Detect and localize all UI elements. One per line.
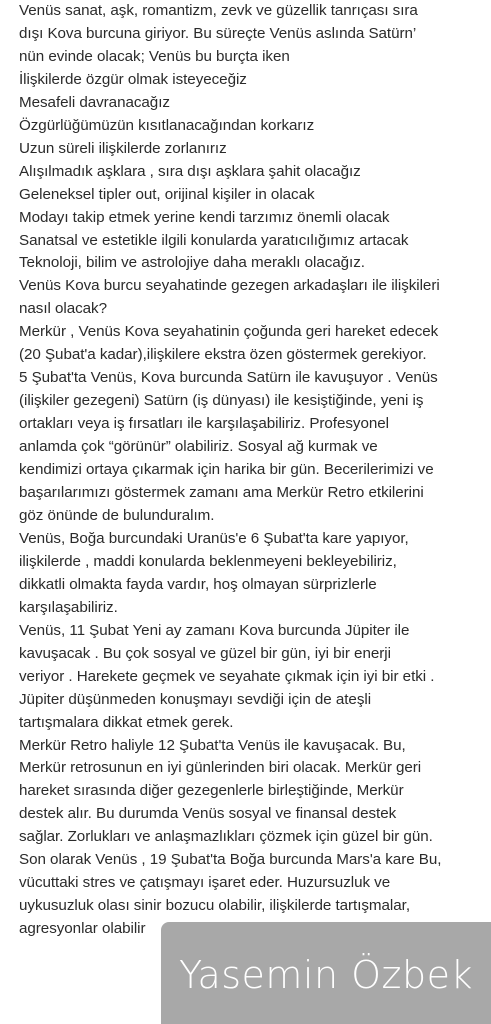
text-line: karşılaşabiliriz. bbox=[19, 598, 118, 616]
text-line: sağlar. Zorlukları ve anlaşmazlıkları çözmek için güzel bir gün. bbox=[19, 828, 433, 846]
text-line: ilişkilerde , maddi konularda beklenmeyeni bekleyebiliriz, bbox=[19, 552, 397, 570]
text-line: göz önünde de bulunduralım. bbox=[19, 506, 215, 524]
text-line: veriyor . Harekete geçmek ve seyahate çıkmak için iyi bir etki . bbox=[19, 667, 435, 685]
text-line: Uzun süreli ilişkilerde zorlanırız bbox=[19, 139, 227, 157]
text-line: Teknoloji, bilim ve astrolojiye daha meraklı olacağız. bbox=[19, 254, 365, 272]
text-line: Modayı takip etmek yerine kendi tarzımız önemli olacak bbox=[19, 208, 390, 226]
text-line: Venüs Kova burcu seyahatinde gezegen arkadaşları ile ilişkileri bbox=[19, 277, 440, 295]
text-line: Son olarak Venüs , 19 Şubat'ta Boğa burcunda Mars'a kare Bu, bbox=[19, 851, 442, 869]
text-line: 5 Şubat'ta Venüs, Kova burcunda Satürn ile kavuşuyor . Venüs bbox=[19, 369, 438, 387]
text-line: Merkür retrosunun en iyi günlerinden biri olacak. Merkür geri bbox=[19, 759, 422, 777]
text-line: uykusuzluk olası sinir bozucu olabilir, ilişkilerde tartışmalar, bbox=[19, 897, 410, 915]
text-line: Geleneksel tipler out, orijinal kişiler in olacak bbox=[19, 185, 315, 203]
text-line: tartışmalara dikkat etmek gerek. bbox=[19, 713, 234, 731]
text-line: anlamda çok “görünür” olabiliriz. Sosyal ağ kurmak ve bbox=[19, 438, 378, 456]
text-line: dikkatli olmakta fayda vardır, hoş olmayan sürprizlerle bbox=[19, 575, 377, 593]
text-line: başarılarımızı göstermek zamanı ama Merkür Retro etkilerini bbox=[19, 484, 424, 502]
text-line: Venüs, Boğa burcundaki Uranüs'e 6 Şubat'ta kare yapıyor, bbox=[19, 529, 409, 547]
text-line: Alışılmadık aşklara , sıra dışı aşklara şahit olacağız bbox=[19, 162, 361, 180]
text-line: hareket sırasında diğer gezegenlerle birleştiğinde, Merkür bbox=[19, 782, 404, 800]
text-line: destek alır. Bu durumda Venüs sosyal ve finansal destek bbox=[19, 805, 397, 823]
text-line: İlişkilerde özgür olmak isteyeceğiz bbox=[19, 70, 247, 88]
text-line: Mesafeli davranacağız bbox=[19, 93, 170, 111]
text-line: kavuşacak . Bu çok sosyal ve güzel bir gün, iyi bir enerji bbox=[19, 644, 391, 662]
text-line: (ilişkiler gezegeni) Satürn (iş dünyası) ile kesiştiğinde, yeni iş bbox=[19, 392, 424, 410]
text-line: ortakları veya iş fırsatları ile karşılaşabiliriz. Profesyonel bbox=[19, 415, 389, 433]
text-line: (20 Şubat'a kadar),ilişkilere ekstra özen göstermek gerekiyor. bbox=[19, 346, 427, 364]
text-line: Jüpiter düşünmeden konuşmayı sevdiği için de ateşli bbox=[19, 690, 372, 708]
text-line: Venüs sanat, aşk, romantizm, zevk ve güzellik tanrıçası sıra bbox=[19, 2, 418, 19]
text-line: Merkür Retro haliyle 12 Şubat'ta Venüs ile kavuşacak. Bu, bbox=[19, 736, 406, 754]
text-line: Merkür , Venüs Kova seyahatinin çoğunda geri hareket edecek bbox=[19, 323, 439, 341]
text-line: dışı Kova burcuna giriyor. Bu süreçte Venüs aslında Satürn’ bbox=[19, 24, 417, 42]
text-line: nün evinde olacak; Venüs bu burçta iken bbox=[19, 47, 290, 65]
watermark-author: Yasemin Özbek bbox=[178, 953, 474, 997]
article-text bbox=[19, 0, 487, 941]
text-line: vücuttaki stres ve çatışmayı işaret eder. Huzursuzluk ve bbox=[19, 874, 391, 892]
watermark-box bbox=[161, 922, 491, 1024]
text-line: Venüs, 11 Şubat Yeni ay zamanı Kova burcunda Jüpiter ile bbox=[19, 621, 410, 639]
text-line: Özgürlüğümüzün kısıtlanacağından korkarız bbox=[19, 116, 315, 134]
text-line: agresyonlar olabilir bbox=[19, 920, 146, 938]
text-line: Sanatsal ve estetikle ilgili konularda yaratıcılığımız artacak bbox=[19, 231, 409, 249]
text-line: nasıl olacak? bbox=[19, 300, 107, 318]
text-line: kendimizi ortaya çıkarmak için harika bir gün. Becerilerimizi ve bbox=[19, 461, 434, 479]
